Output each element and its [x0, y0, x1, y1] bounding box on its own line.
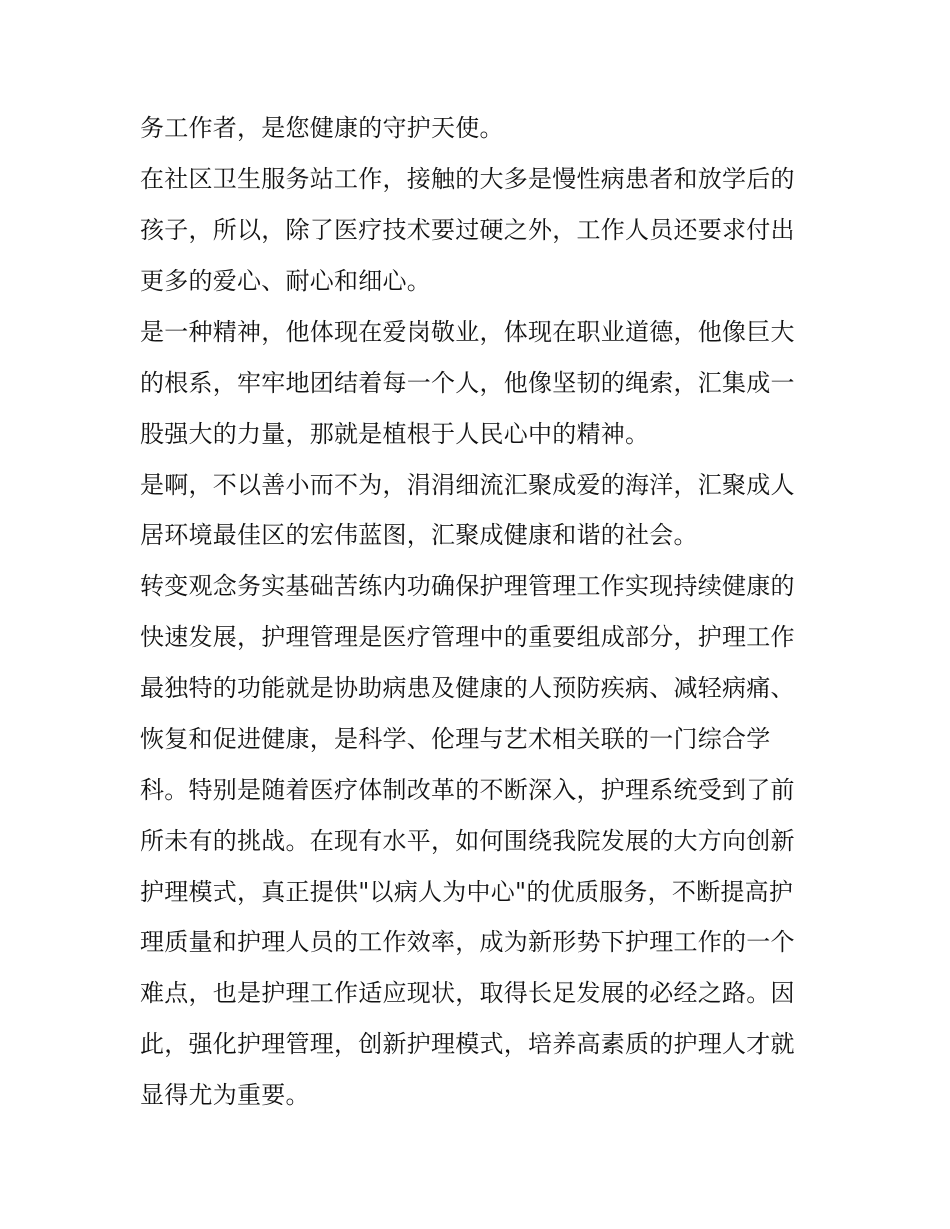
text-line: 居环境最佳区的宏伟蓝图，汇聚成健康和谐的社会。	[140, 521, 698, 549]
text-line: 是一种精神，他体现在爱岗敬业，体现在职业道德，他像巨大	[140, 318, 795, 346]
text-line: 此，强化护理管理，创新护理模式，培养高素质的护理人才就	[140, 1030, 795, 1058]
text-line: 更多的爱心、耐心和细心。	[140, 267, 431, 295]
text-line: 科。特别是随着医疗体制改革的不断深入，护理系统受到了前	[140, 776, 795, 804]
text-line: 难点，也是护理工作适应现状，取得长足发展的必经之路。因	[140, 979, 795, 1007]
text-line: 在社区卫生服务站工作，接触的大多是慢性病患者和放学后的	[140, 165, 795, 193]
text-line: 务工作者，是您健康的守护天使。	[140, 114, 504, 142]
text-line: 护理模式，真正提供"以病人为中心"的优质服务，不断提高护	[140, 878, 794, 906]
text-line: 是啊，不以善小而不为，涓涓细流汇聚成爱的海洋，汇聚成人	[140, 471, 795, 499]
text-line: 恢复和促进健康，是科学、伦理与艺术相关联的一门综合学	[140, 725, 771, 753]
text-line: 的根系，牢牢地团结着每一个人，他像坚韧的绳索，汇集成一	[140, 369, 795, 397]
text-line: 股强大的力量，那就是植根于人民心中的精神。	[140, 420, 650, 448]
text-line: 显得尤为重要。	[140, 1081, 310, 1109]
text-line: 最独特的功能就是协助病患及健康的人预防疾病、减轻病痛、	[140, 674, 795, 702]
text-line: 孩子，所以，除了医疗技术要过硬之外，工作人员还要求付出	[140, 216, 795, 244]
text-line: 理质量和护理人员的工作效率，成为新形势下护理工作的一个	[140, 928, 795, 956]
text-line: 快速发展，护理管理是医疗管理中的重要组成部分，护理工作	[140, 623, 795, 651]
text-line: 所未有的挑战。在现有水平，如何围绕我院发展的大方向创新	[140, 827, 795, 855]
text-line: 转变观念务实基础苦练内功确保护理管理工作实现持续健康的	[140, 572, 795, 600]
